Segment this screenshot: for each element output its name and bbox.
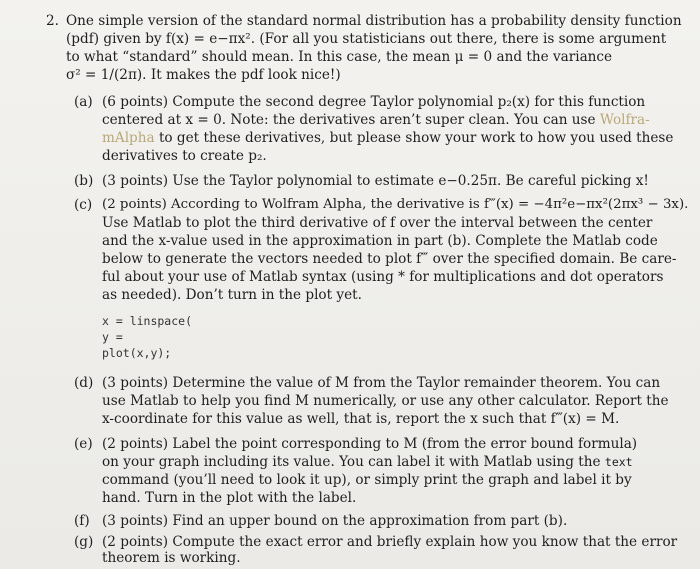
code-line-3: plot(x,y);: [102, 346, 172, 360]
code-line-1: x = linspace(: [102, 314, 193, 328]
part-c-line-4: below to generate the vectors needed to plot f‴ over the specified domain. Be care-: [102, 251, 677, 267]
part-f-label: (f): [74, 513, 90, 529]
part-g-label: (g): [74, 534, 94, 550]
part-d-line-2: use Matlab to help you find M numerically, or use any other calculator. Report the: [102, 393, 669, 409]
part-d-line-3: x-coordinate for this value as well, that is, report the x such that f‴(x) = M.: [102, 411, 620, 427]
part-c-line-1: (2 points) According to Wolfram Alpha, the derivative is f‴(x) = −4π²e−πx²(2πx³ − 3x).: [102, 197, 689, 212]
part-e-line-1: (2 points) Label the point corresponding to M (from the error bound formula): [102, 436, 638, 452]
text-command: text: [604, 455, 633, 469]
part-c-line-2: Use Matlab to plot the third derivative of f over the interval between the center: [102, 215, 653, 231]
part-g-line-2: theorem is working.: [102, 550, 241, 566]
part-a-line-1: (6 points) Compute the second degree Taylor polynomial p₂(x) for this function: [102, 94, 646, 110]
intro-line-2: (pdf) given by f(x) = e−πx². (For all you statisticians out there, there is some argument: [66, 31, 667, 47]
part-a-line-4: derivatives to create p₂.: [102, 148, 267, 164]
part-d-line-1: (3 points) Determine the value of M from the Taylor remainder theorem. You can: [102, 375, 661, 391]
intro-line-1: One simple version of the standard normal distribution has a probability density function: [66, 13, 682, 29]
part-a-line-2: [102, 111, 650, 129]
part-a-label: (a): [74, 94, 93, 110]
part-a-line-3: [102, 129, 673, 147]
part-f-line-1: (3 points) Find an upper bound on the approximation from part (b).: [102, 513, 568, 529]
problem-number: 2.: [46, 13, 59, 29]
part-c-label: (c): [74, 197, 93, 213]
wolfram-alpha-link-cont[interactable]: mAlpha: [102, 130, 155, 146]
part-e-line-3: command (you’ll need to look it up), or simply print the graph and label it by: [102, 472, 632, 488]
code-line-2: y =: [102, 330, 123, 344]
part-c-line-5: ful about your use of Matlab syntax (using * for multiplications and dot operators: [102, 269, 664, 285]
part-e-line-2-text: on your graph including its value. You can label it with Matlab using the: [102, 454, 605, 470]
part-b-line-1: (3 points) Use the Taylor polynomial to estimate e−0.25π. Be careful picking x!: [102, 173, 649, 189]
part-c-line-6: as needed). Don’t turn in the plot yet.: [102, 287, 362, 303]
intro-line-3: to what “standard” should mean. In this case, the mean μ = 0 and the variance: [66, 49, 613, 65]
wolfram-alpha-link[interactable]: Wolfra-: [599, 112, 650, 128]
part-b-label: (b): [74, 173, 94, 189]
part-c-line-3: and the x-value used in the approximation in part (b). Complete the Matlab code: [102, 233, 658, 249]
part-a-line-2-text: centered at x = 0. Note: the derivatives aren’t super clean. You can use: [102, 112, 600, 128]
intro-line-4: σ² = 1/(2π). It makes the pdf look nice!): [66, 67, 341, 83]
part-a-line-3-text: to get these derivatives, but please show your work to how you used these: [154, 130, 674, 146]
part-e-line-4: hand. Turn in the plot with the label.: [102, 490, 357, 506]
part-g-line-1: (2 points) Compute the exact error and briefly explain how you know that the error: [102, 534, 678, 550]
part-d-label: (d): [74, 375, 94, 391]
part-e-line-2: [102, 453, 633, 471]
part-e-label: (e): [74, 436, 93, 452]
